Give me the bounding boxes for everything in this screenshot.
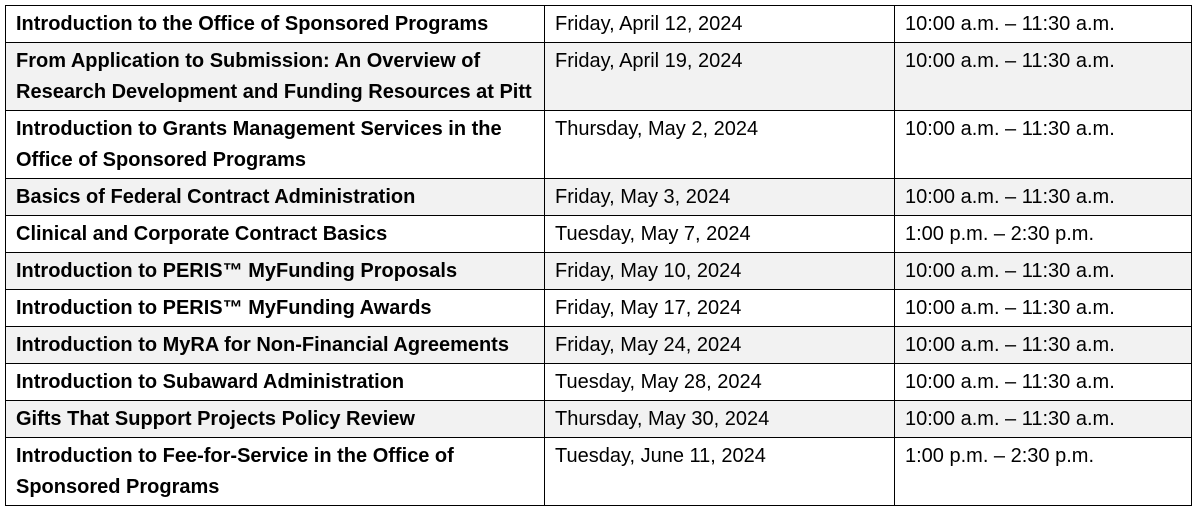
session-date: Tuesday, May 28, 2024 [545, 364, 895, 401]
session-date: Tuesday, May 7, 2024 [545, 216, 895, 253]
table-row [6, 253, 1192, 290]
table-row [6, 290, 1192, 327]
session-time: 10:00 a.m. – 11:30 a.m. [895, 327, 1192, 364]
session-time: 1:00 p.m. – 2:30 p.m. [895, 438, 1192, 506]
session-date: Friday, April 19, 2024 [545, 43, 895, 111]
schedule-table [5, 5, 1192, 506]
session-date: Thursday, May 2, 2024 [545, 111, 895, 179]
session-date: Tuesday, June 11, 2024 [545, 438, 895, 506]
table-row [6, 43, 1192, 111]
session-time: 10:00 a.m. – 11:30 a.m. [895, 290, 1192, 327]
session-title: Gifts That Support Projects Policy Review [6, 401, 545, 438]
session-date: Friday, May 10, 2024 [545, 253, 895, 290]
session-time: 1:00 p.m. – 2:30 p.m. [895, 216, 1192, 253]
schedule-table-body [6, 6, 1192, 506]
table-row [6, 6, 1192, 43]
session-time: 10:00 a.m. – 11:30 a.m. [895, 43, 1192, 111]
session-time: 10:00 a.m. – 11:30 a.m. [895, 111, 1192, 179]
table-row [6, 327, 1192, 364]
table-row [6, 438, 1192, 506]
session-title: Introduction to Grants Management Services in the Office of Sponsored Programs [6, 111, 545, 179]
table-row [6, 364, 1192, 401]
session-title: Introduction to PERIS™ MyFunding Awards [6, 290, 545, 327]
session-time: 10:00 a.m. – 11:30 a.m. [895, 179, 1192, 216]
table-row [6, 401, 1192, 438]
table-row [6, 216, 1192, 253]
session-title: Introduction to Fee-for-Service in the Office of Sponsored Programs [6, 438, 545, 506]
session-time: 10:00 a.m. – 11:30 a.m. [895, 6, 1192, 43]
session-title: Introduction to MyRA for Non-Financial Agreements [6, 327, 545, 364]
session-title: Introduction to the Office of Sponsored Programs [6, 6, 545, 43]
table-row [6, 179, 1192, 216]
session-time: 10:00 a.m. – 11:30 a.m. [895, 364, 1192, 401]
session-date: Friday, May 24, 2024 [545, 327, 895, 364]
session-title: Introduction to PERIS™ MyFunding Proposals [6, 253, 545, 290]
session-date: Friday, May 3, 2024 [545, 179, 895, 216]
session-date: Thursday, May 30, 2024 [545, 401, 895, 438]
session-title: From Application to Submission: An Overview of Research Development and Funding Resources at Pitt [6, 43, 545, 111]
session-date: Friday, April 12, 2024 [545, 6, 895, 43]
session-title: Introduction to Subaward Administration [6, 364, 545, 401]
session-time: 10:00 a.m. – 11:30 a.m. [895, 401, 1192, 438]
session-date: Friday, May 17, 2024 [545, 290, 895, 327]
table-row [6, 111, 1192, 179]
session-title: Clinical and Corporate Contract Basics [6, 216, 545, 253]
session-title: Basics of Federal Contract Administration [6, 179, 545, 216]
session-time: 10:00 a.m. – 11:30 a.m. [895, 253, 1192, 290]
